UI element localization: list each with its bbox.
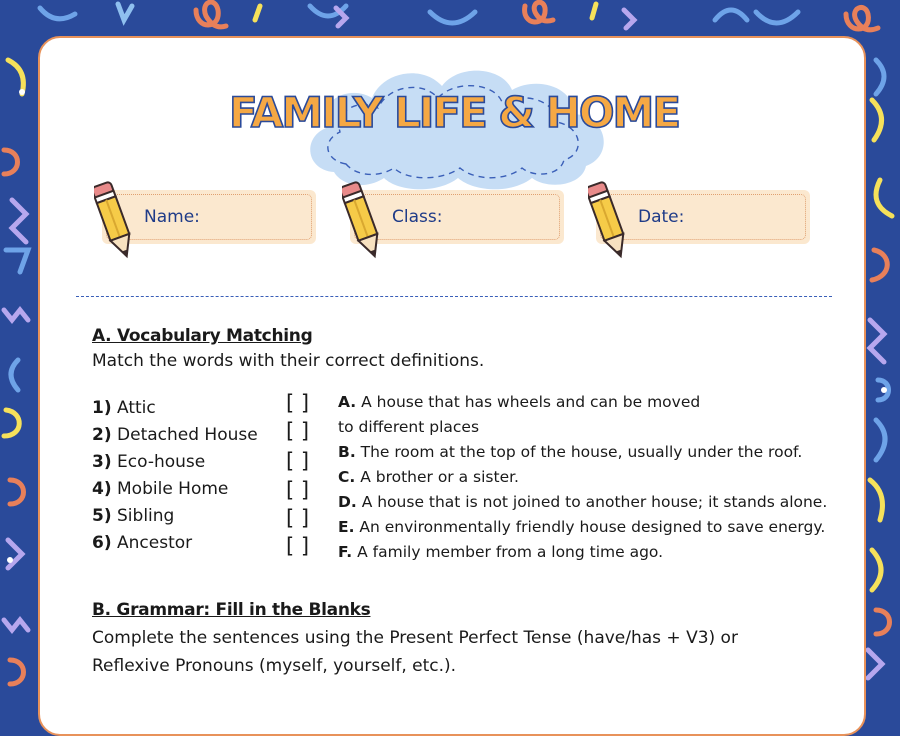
- pencil-icon: [342, 178, 384, 264]
- name-field[interactable]: [102, 190, 316, 244]
- definition-item: to different places: [338, 418, 480, 436]
- worksheet-sheet: [38, 36, 866, 736]
- vocab-word: 5) Sibling: [92, 506, 175, 526]
- definition-item: E. An environmentally friendly house designed to save energy.: [338, 518, 826, 536]
- vocab-word: 6) Ancestor: [92, 533, 193, 553]
- vocab-word: 1) Attic: [92, 398, 156, 418]
- answer-bracket[interactable]: [ ]: [286, 534, 310, 558]
- answer-bracket[interactable]: [ ]: [286, 478, 310, 502]
- section-b-instruction-line2: Reflexive Pronouns (myself, yourself, etc.).: [92, 656, 457, 676]
- section-b-instruction-line1: Complete the sentences using the Present Perfect Tense (have/has + V3) or: [92, 628, 738, 648]
- vocab-word: 3) Eco-house: [92, 452, 206, 472]
- date-label: Date:: [638, 207, 685, 227]
- definition-item: F. A family member from a long time ago.: [338, 543, 664, 561]
- definition-item: C. A brother or a sister.: [338, 468, 519, 486]
- answer-bracket[interactable]: [ ]: [286, 506, 310, 530]
- vocab-word: 4) Mobile Home: [92, 479, 229, 499]
- vocab-word: 2) Detached House: [92, 425, 258, 445]
- pencil-icon: [94, 178, 136, 264]
- section-b-heading: B. Grammar: Fill in the Blanks: [92, 600, 371, 620]
- page-title: FAMILY LIFE & HOME: [228, 88, 680, 137]
- answer-bracket[interactable]: [ ]: [286, 419, 310, 443]
- definition-item: D. A house that is not joined to another house; it stands alone.: [338, 493, 828, 511]
- section-a-instruction: Match the words with their correct definitions.: [92, 351, 485, 371]
- section-a-heading: A. Vocabulary Matching: [92, 326, 313, 346]
- pencil-icon: [588, 178, 630, 264]
- class-label: Class:: [392, 207, 443, 227]
- class-field[interactable]: [350, 190, 564, 244]
- answer-bracket[interactable]: [ ]: [286, 449, 310, 473]
- answer-bracket[interactable]: [ ]: [286, 391, 310, 415]
- definition-item: A. A house that has wheels and can be moved: [338, 393, 701, 411]
- section-divider: [76, 296, 832, 297]
- date-field[interactable]: [596, 190, 810, 244]
- definition-item: B. The room at the top of the house, usually under the roof.: [338, 443, 803, 461]
- name-label: Name:: [144, 207, 200, 227]
